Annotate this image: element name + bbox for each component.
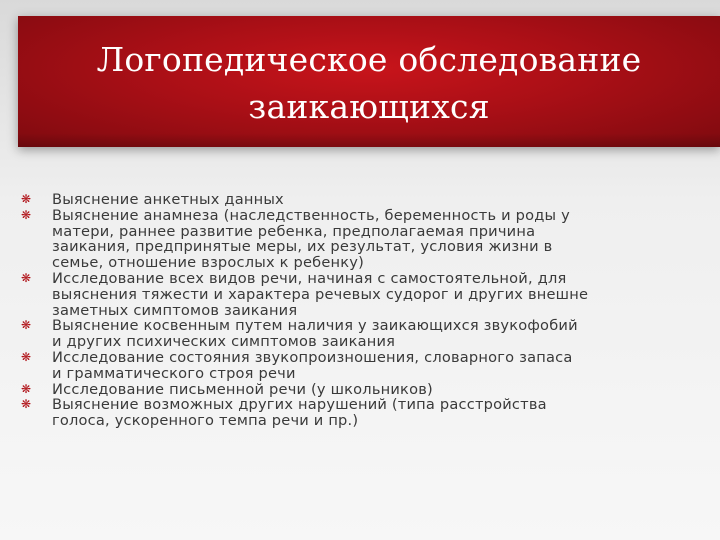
bullet-text-line: семье, отношение взрослых к ребенку) [52, 254, 365, 272]
bullet-item [20, 397, 700, 429]
bullet-item [20, 382, 700, 398]
snowflake-bullet-icon: ❋ [21, 192, 32, 206]
bullet-text-line: Выяснение анкетных данных [52, 191, 284, 208]
bullet-item [20, 318, 700, 350]
slide-title-line-1: Логопедическое обследование [96, 40, 642, 79]
bullet-item [20, 271, 700, 318]
bullet-text-line: Исследование всех видов речи, начиная с самостоятельной, для [52, 269, 567, 287]
snowflake-bullet-icon: ❋ [21, 270, 32, 285]
bullet-text-line: Выяснение косвенным путем наличия у заикающихся звукофобий [52, 317, 578, 335]
slide-title-line-2: заикающихся [248, 87, 490, 126]
bullet-text-line: Исследование состояния звукопроизношения, словарного запаса [52, 348, 573, 366]
bullet-list [20, 192, 700, 429]
title-banner [18, 16, 720, 147]
snowflake-bullet-icon: ❋ [21, 397, 32, 412]
bullet-text-line: Выяснение возможных других нарушений (типа расстройства [52, 396, 547, 414]
bullet-item [20, 208, 700, 271]
bullet-text-line: Выяснение анамнеза (наследственность, беременность и роды у [52, 206, 570, 224]
snowflake-bullet-icon: ❋ [21, 318, 32, 333]
bullet-text-line: матери, раннее развитие ребенка, предполагаемая причина [52, 222, 536, 240]
slide-title [18, 36, 720, 130]
snowflake-bullet-icon: ❋ [21, 207, 32, 222]
bullet-text-line: и других психических симптомов заикания [52, 333, 396, 351]
bullet-item [20, 350, 700, 382]
snowflake-bullet-icon: ❋ [21, 349, 32, 364]
bullet-item [20, 192, 700, 208]
bullet-text-line: голоса, ускоренного темпа речи и пр.) [52, 412, 359, 430]
bullet-text-line: заметных симптомов заикания [52, 301, 298, 319]
bullet-text-line: выяснения тяжести и характера речевых судорог и других внешне [52, 285, 589, 303]
bullet-text-line: и грамматического строя речи [52, 364, 296, 382]
bullet-text-line: Исследование письменной речи (у школьников) [52, 380, 433, 398]
snowflake-bullet-icon: ❋ [21, 381, 32, 396]
bullet-text-line: заикания, предпринятые меры, их результат, условия жизни в [52, 238, 553, 256]
